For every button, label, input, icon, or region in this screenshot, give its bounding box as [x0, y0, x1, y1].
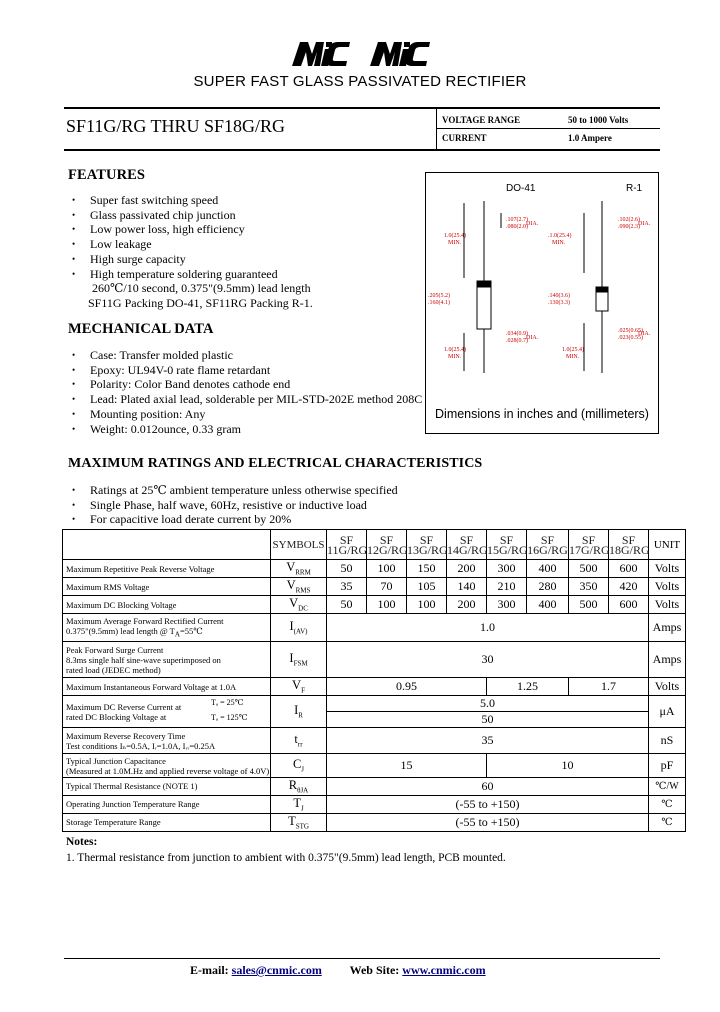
spec-row-rule	[437, 128, 660, 129]
r1-dim: .025(0.65)	[618, 328, 643, 334]
ratings-condition: • Ratings at 25℃ ambient temperature unless otherwise specified	[68, 483, 688, 498]
feature-item: • High surge capacity	[68, 252, 428, 267]
r1-dim: MIN.	[552, 240, 566, 246]
row-value: 600	[609, 560, 649, 578]
feature-item-packing: SF11G Packing DO-41, SF11RG Packing R-1.	[88, 295, 313, 310]
r1-dim: 1.0(25.4)	[562, 347, 584, 353]
features-title: FEATURES	[68, 167, 146, 183]
r1-dim: .130(3.3)	[548, 300, 570, 306]
model-header	[407, 530, 447, 560]
row-symbol: $V_{DC}$	[271, 596, 327, 614]
row-value: 140	[447, 578, 487, 596]
row-value: 35	[327, 578, 367, 596]
mechanical-section	[68, 321, 428, 436]
model-header-top: SF	[540, 532, 555, 547]
row-value: 100	[367, 560, 407, 578]
row-value: 50	[327, 712, 649, 728]
row-label: Maximum Instantaneous Forward Voltage at 1.0A	[63, 678, 271, 696]
row-value: (-55 to +150)	[327, 813, 649, 831]
row-value: 100	[367, 596, 407, 614]
document-subtitle: SUPER FAST GLASS PASSIVATED RECTIFIER	[193, 73, 527, 90]
spec-divider	[436, 107, 437, 151]
model-header-bottom: 14G/RG	[447, 542, 488, 557]
model-header-top: SF	[459, 532, 474, 547]
model-header	[487, 530, 527, 560]
ir-condition-25: Tₐ = 25℃	[211, 698, 244, 707]
model-header-bottom: 12G/RG	[367, 542, 408, 557]
notes-title: Notes:	[66, 836, 98, 848]
table-header-row	[63, 530, 686, 560]
model-header-bottom: 18G/RG	[609, 542, 650, 557]
r1-dim: .140(3.6)	[548, 293, 570, 299]
row-unit: Volts	[649, 678, 686, 696]
mechanical-item: • Epoxy: UL94V-0 rate flame retardant	[68, 363, 428, 378]
row-value: 300	[487, 560, 527, 578]
row-value: 300	[487, 596, 527, 614]
model-header-bottom: 15G/RG	[487, 542, 528, 557]
row-value: 200	[447, 560, 487, 578]
row-unit: ℃	[649, 795, 686, 813]
row-value: 30	[327, 642, 649, 678]
model-header-bottom: 17G/RG	[569, 542, 610, 557]
row-value: 400	[527, 560, 569, 578]
model-header	[447, 530, 487, 560]
row-label: Maximum Repetitive Peak Reverse Voltage	[63, 560, 271, 578]
spec-voltage-label: VOLTAGE RANGE	[442, 115, 521, 125]
website-label: Web Site:	[349, 963, 400, 977]
row-value: 100	[407, 596, 447, 614]
ratings-conditions	[68, 483, 688, 527]
spec-current-value: 1.0 Ampere	[568, 133, 612, 143]
header-blank	[63, 530, 271, 560]
row-value: 0.95	[327, 678, 487, 696]
model-header-bottom: 11G/RG	[327, 542, 368, 557]
features-list	[68, 193, 428, 311]
table-row-rth	[63, 778, 686, 796]
ir-condition-125: Tₐ = 125℃	[211, 713, 248, 722]
row-unit: Amps	[649, 614, 686, 642]
part-number: SF11G/RG THRU SF18G/RG	[66, 116, 286, 136]
do41-label: DO-41	[506, 183, 536, 194]
mechanical-item: • Lead: Plated axial lead, solderable per MIL-STD-202E method 208C	[68, 392, 428, 407]
row-value: 50	[327, 560, 367, 578]
spec-voltage-value: 50 to 1000 Volts	[568, 115, 629, 125]
logo-text: MIC MIC	[365, 58, 370, 59]
row-symbol: $V_{RRM}$	[271, 560, 327, 578]
unit-header: UNIT	[649, 530, 686, 560]
row-value: 35	[327, 728, 649, 754]
row-value: 500	[569, 596, 609, 614]
table-row-ifsm	[63, 642, 686, 678]
do41-dim: .205(5.2)	[428, 293, 450, 299]
model-header	[527, 530, 569, 560]
row-label: Operating Junction Temperature Range	[63, 795, 271, 813]
row-value: 400	[527, 596, 569, 614]
mechanical-item: • Weight: 0.012ounce, 0.33 gram	[68, 422, 428, 437]
do41-dim: MIN.	[448, 354, 462, 360]
row-value: 280	[527, 578, 569, 596]
email-label: E-mail:	[190, 963, 229, 977]
model-header-top: SF	[419, 532, 434, 547]
row-label: Maximum Average Forward Rectified Current 0.375"(9.5mm) lead length @ $T_A=55℃$	[63, 614, 271, 642]
row-value: 105	[407, 578, 447, 596]
table-row-vdc	[63, 596, 686, 614]
row-value: 600	[609, 596, 649, 614]
row-symbol: $t_{rr}$	[271, 728, 327, 754]
model-header-top: SF	[621, 532, 636, 547]
row-symbol: $T_J$	[271, 795, 327, 813]
mechanical-item: • Mounting position: Any	[68, 407, 428, 422]
row-label: Maximum RMS Voltage	[63, 578, 271, 596]
row-value: 1.7	[569, 678, 649, 696]
do41-dim: DIA.	[526, 335, 539, 341]
mechanical-item: • Case: Transfer molded plastic	[68, 348, 428, 363]
feature-item: • Glass passivated chip junction	[68, 208, 428, 223]
r1-dim: .1.0(25.4)	[548, 233, 572, 239]
do41-dim: .034(0.9)	[506, 331, 528, 337]
footer-rule	[64, 958, 660, 959]
row-value: 70	[367, 578, 407, 596]
row-label: Maximum Reverse Recovery Time Test conditions Iₙ=0.5A, Iᵣ=1.0A, Iᵣᵣ=0.25A	[63, 728, 271, 754]
row-value: 10	[487, 754, 649, 778]
spec-current-label: CURRENT	[442, 133, 487, 143]
ratings-section	[68, 456, 688, 527]
model-header	[327, 530, 367, 560]
row-value: 150	[407, 560, 447, 578]
notes-section	[66, 832, 506, 864]
table-row-cj	[63, 754, 686, 778]
note-item: 1. Thermal resistance from junction to ambient with 0.375"(9.5mm) lead length, PCB mounted.	[66, 852, 506, 864]
row-unit: pF	[649, 754, 686, 778]
row-value: 500	[569, 560, 609, 578]
header-rule-bottom	[64, 149, 660, 151]
model-header-top: SF	[379, 532, 394, 547]
feature-item-cont: 260℃/10 second, 0.375"(9.5mm) lead length	[92, 281, 311, 296]
row-value: 200	[447, 596, 487, 614]
email-link[interactable]: sales@cnmic.com	[231, 963, 322, 977]
header-rule-top	[64, 107, 660, 109]
row-symbol: $I_R$	[271, 696, 327, 728]
do41-dim: .107(2.7)	[506, 217, 528, 223]
row-value: 50	[327, 596, 367, 614]
row-label: Maximum DC Reverse Current at rated DC Blocking Voltage at Tₐ = 25℃ Tₐ = 125℃	[63, 696, 271, 728]
feature-item: • Low power loss, high efficiency	[68, 222, 428, 237]
do41-dim: 1.0(25.4)	[444, 233, 466, 239]
do41-dim: .080(2.0)	[506, 224, 528, 230]
table-row-vrms	[63, 578, 686, 596]
website-link[interactable]: www.cnmic.com	[402, 963, 486, 977]
r1-dim: .090(2.3)	[618, 224, 640, 230]
row-symbol: $C_J$	[271, 754, 327, 778]
table-row-tj	[63, 795, 686, 813]
model-header	[367, 530, 407, 560]
r1-dim: MIN.	[566, 354, 580, 360]
row-value: 1.0	[327, 614, 649, 642]
model-header-top: SF	[339, 532, 354, 547]
row-unit: ℃	[649, 813, 686, 831]
ratings-table	[62, 529, 686, 832]
table-row-trr	[63, 728, 686, 754]
model-header	[569, 530, 609, 560]
row-value: 420	[609, 578, 649, 596]
mechanical-item: • Polarity: Color Band denotes cathode end	[68, 377, 428, 392]
row-value: 1.25	[487, 678, 569, 696]
model-header-bottom: 13G/RG	[407, 542, 448, 557]
do41-dim: 1.0(25.4)	[444, 347, 466, 353]
row-label: Maximum DC Blocking Voltage	[63, 596, 271, 614]
model-header-top: SF	[499, 532, 514, 547]
row-unit: Volts	[649, 578, 686, 596]
package-drawing	[426, 173, 658, 388]
table-row-vrrm	[63, 560, 686, 578]
row-unit: Amps	[649, 642, 686, 678]
row-value: (-55 to +150)	[327, 795, 649, 813]
row-value: 350	[569, 578, 609, 596]
r1-dim: DIA.	[638, 331, 651, 337]
mechanical-title: MECHANICAL DATA	[68, 321, 214, 337]
row-unit: ℃/W	[649, 778, 686, 796]
do41-dim: .028(0.7)	[506, 338, 528, 344]
row-unit: μA	[649, 696, 686, 728]
r1-dim: .023(0.55)	[618, 335, 643, 341]
row-value: 15	[327, 754, 487, 778]
ratings-condition: • For capacitive load derate current by 20%	[68, 512, 688, 527]
row-label: Storage Temperature Range	[63, 813, 271, 831]
row-label: Typical Junction Capacitance (Measured at 1.0M.Hz and applied reverse voltage of 4.0V)	[63, 754, 271, 778]
feature-item: • Super fast switching speed	[68, 193, 428, 208]
row-value: 60	[327, 778, 649, 796]
ratings-title: MAXIMUM RATINGS AND ELECTRICAL CHARACTERISTICS	[68, 456, 483, 471]
package-caption: Dimensions in inches and (millimeters)	[435, 407, 649, 421]
mechanical-list	[68, 348, 428, 436]
row-symbol: $T_{STG}$	[271, 813, 327, 831]
row-unit: nS	[649, 728, 686, 754]
row-label: Typical Thermal Resistance (NOTE 1)	[63, 778, 271, 796]
feature-item: • Low leakage	[68, 237, 428, 252]
row-label: Peak Forward Surge Current 8.3ms single half sine-wave superimposed on rated load (JEDEC method)	[63, 642, 271, 678]
features-section	[68, 167, 428, 311]
row-value: 5.0	[327, 696, 649, 712]
package-drawing-box	[425, 172, 659, 434]
row-symbol: $V_F$	[271, 678, 327, 696]
table-row-tstg	[63, 813, 686, 831]
row-symbol: $I_{(AV)}$	[271, 614, 327, 642]
ratings-condition: • Single Phase, half wave, 60Hz, resistive or inductive load	[68, 498, 688, 513]
row-symbol: $V_{RMS}$	[271, 578, 327, 596]
row-symbol: $I_{FSM}$	[271, 642, 327, 678]
model-header-bottom: 16G/RG	[527, 542, 568, 557]
do41-dim: .160(4.1)	[428, 300, 450, 306]
table-row-iav	[63, 614, 686, 642]
feature-item: • High temperature soldering guaranteed	[68, 267, 428, 282]
table-row-vf	[63, 678, 686, 696]
do41-dim: MIN.	[448, 240, 462, 246]
footer	[190, 963, 486, 978]
row-unit: Volts	[649, 560, 686, 578]
mic-logo	[290, 38, 440, 68]
row-symbol: $R_{\theta JA}$	[271, 778, 327, 796]
model-header-top: SF	[581, 532, 596, 547]
r1-dim: DIA.	[638, 221, 651, 227]
table-row-ir	[63, 696, 686, 712]
do41-dim: DIA.	[526, 221, 539, 227]
row-unit: Volts	[649, 596, 686, 614]
row-value: 210	[487, 578, 527, 596]
r1-label: R-1	[626, 183, 643, 194]
symbols-header: SYMBOLS	[271, 530, 327, 560]
model-header	[609, 530, 649, 560]
r1-dim: .102(2.6)	[618, 217, 640, 223]
